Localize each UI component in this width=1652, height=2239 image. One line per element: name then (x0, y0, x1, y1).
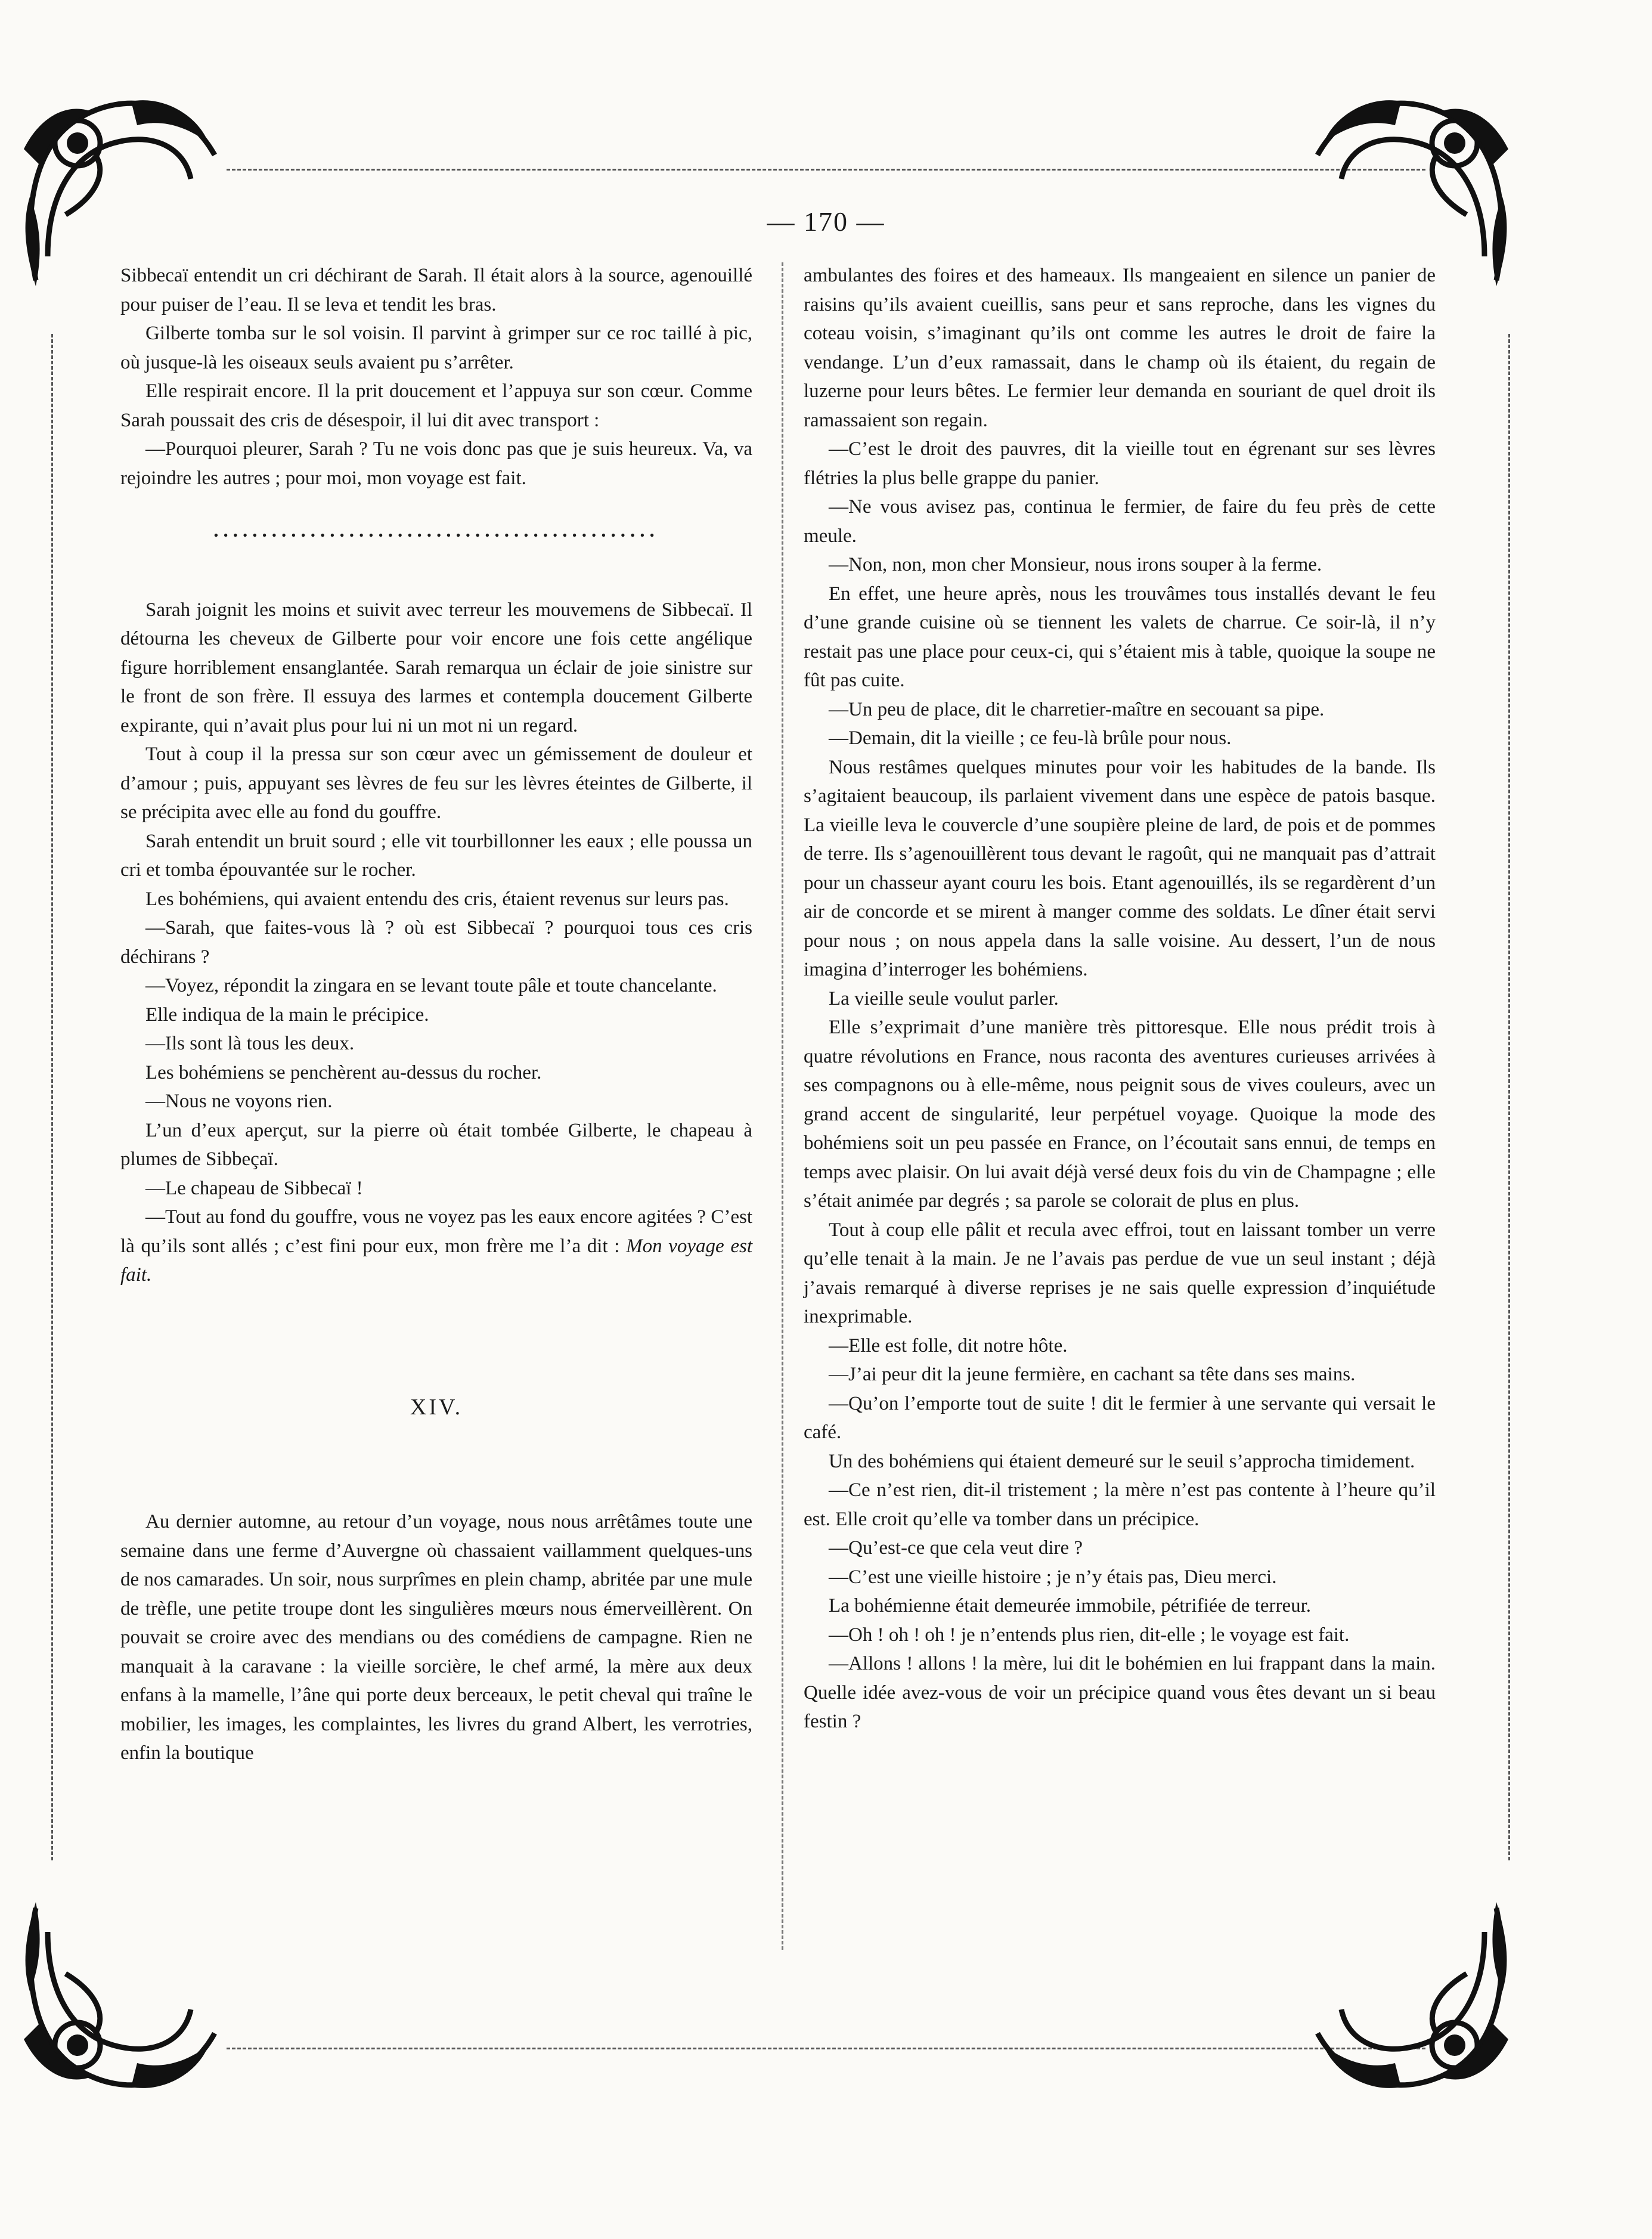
paragraph: —Sarah, que faites-vous là ? où est Sibbecaï ? pourquoi tous ces cris déchirans ? (120, 917, 752, 968)
paragraph: —Un peu de place, dit le charretier-maître en secouant sa pipe. (829, 698, 1325, 720)
paragraph: —Elle est folle, dit notre hôte. (829, 1334, 1068, 1357)
paragraph: L’un d’eux aperçut, sur la pierre où était tombée Gilberte, le chapeau à plumes de Sibbeçaï. (120, 1119, 752, 1170)
paragraph: —Oh ! oh ! oh ! je n’entends plus rien, dit-elle ; le voyage est fait. (829, 1624, 1350, 1646)
column-divider (782, 262, 783, 1950)
paragraph: —Voyez, répondit la zingara en se levant toute pâle et toute chancelante. (145, 975, 717, 996)
paragraph: Sarah joignit les moins et suivit avec terreur les mouvemens de Sibbecaï. Il détourna les cheveux de Gilberte pour voir encore une fois cette angélique figure horriblement ensanglantée. Sarah remarqua un éclair de joie sinistre sur le front de son frère. Il essuya des larmes et contempla doucement Gilberte expirante, qui n’avait plus pour lui ni un mot ni un regard. (120, 599, 752, 736)
paragraph: Au dernier automne, au retour d’un voyage, nous nous arrêtâmes toute une semaine dans une ferme d’Auvergne où chassaient vaillamment quelques-uns de nos camarades. Un soir, nous surprîmes en plein champ, abritée par une mule de trèfle, une petite troupe dont les singulières mœurs nous émerveillèrent. On pouvait se croire avec des mendians ou des comédiens de campagne. Rien ne manquait à la caravane : la vieille sorcière, le chef armé, la mère aux deux enfans à la mamelle, l’âne qui porte deux berceaux, le petit cheval qui traîne le mobilier, les images, les complaintes, les livres du grand Albert, les verrotries, enfin la boutique (120, 1511, 752, 1764)
paragraph: Gilberte tomba sur le sol voisin. Il parvint à grimper sur ce roc taillé à pic, où jusque-là les oiseaux seuls avaient pu s’arrêter. (120, 323, 752, 373)
paragraph: —Demain, dit la vieille ; ce feu-là brûle pour nous. (829, 727, 1232, 749)
paragraph: —Non, non, mon cher Monsieur, nous irons souper à la ferme. (829, 554, 1322, 575)
paragraph: —Qu’est-ce que cela veut dire ? (829, 1537, 1083, 1559)
paragraph: Elle s’exprimait d’une manière très pittoresque. Elle nous prédit trois à quatre révolutions en France, nous raconta des aventures curieuses arrivées à ses compagnons ou à elle-même, nous peignit sous de vives couleurs, avec un grand accent de singularité, leur perpétuel voyage. Quoique la mode des bohémiens soit un peu passée en France, on l’écoutait sans ennui, de temps en temps avec plaisir. On lui avait déjà versé deux fois du vin de Champagne ; elle s’était animée par degrés ; sa parole se colorait de plus en plus. (804, 1017, 1436, 1212)
paragraph: —C’est une vieille histoire ; je n’y étais pas, Dieu merci. (829, 1566, 1277, 1588)
paragraph: —Ce n’est rien, dit-il tristement ; la mère n’est pas contente à l’heure qu’il est. Elle croit qu’elle va tomber dans un précipice. (804, 1479, 1436, 1530)
paragraph: —Qu’on l’emporte tout de suite ! dit le fermier à une servante qui versait le café. (804, 1392, 1436, 1443)
right-column (804, 261, 1436, 1736)
corner-ornament-bottom-left (12, 1884, 238, 2111)
paragraph: —Nous ne voyons rien. (145, 1091, 333, 1112)
paragraph: ambulantes des foires et des hameaux. Ils mangeaient en silence un panier de raisins qu’ils avaient cueillis, sans peur et sans reproche, dans les vignes du coteau voisin, s’imaginant qu’ils ont comme les autres le droit de faire la vendange. L’un d’eux ramassait, dans le champ où ils étaient, du regain de luzerne pour leurs bêtes. Le fermier leur demanda en souriant de quel droit ils ramassaient son regain. (804, 265, 1436, 431)
paragraph: Sarah entendit un bruit sourd ; elle vit tourbillonner les eaux ; elle poussa un cri et tomba épouvantée sur le rocher. (120, 830, 752, 881)
page-number: — 170 — (767, 206, 885, 237)
corner-ornament-bottom-right (1294, 1884, 1520, 2111)
frame-top-border (227, 169, 1425, 171)
chapter-heading: XIV. (410, 1394, 463, 1420)
paragraph: —Ne vous avisez pas, continua le fermier, de faire du feu près de cette meule. (804, 496, 1436, 547)
paragraph: —Le chapeau de Sibbecaï ! (145, 1177, 363, 1199)
frame-bottom-border (227, 2048, 1425, 2049)
paragraph: Elle indiqua de la main le précipice. (145, 1004, 429, 1026)
left-column (120, 261, 752, 1768)
paragraph: Tout à coup elle pâlit et recula avec effroi, tout en laissant tomber un verre qu’elle tenait à la main. Je ne l’avais pas perdue de vue un seul instant ; déjà j’avais remarqué à diverse reprises je ne sais quelle expression d’inquiétude inexprimable. (804, 1219, 1436, 1327)
paragraph: —Pourquoi pleurer, Sarah ? Tu ne vois donc pas que je suis heureux. Va, va rejoindre les autres ; pour moi, mon voyage est fait. (120, 438, 752, 489)
paragraph: Sibbecaï entendit un cri déchirant de Sarah. Il était alors à la source, agenouillé pour puiser de l’eau. Il se leva et tendit les bras. (120, 265, 752, 315)
paragraph-text: —Tout au fond du gouffre, vous ne voyez pas les eaux encore agitées ? C’est là qu’ils sont allés ; c’est fini pour eux, mon frère me l’a dit : (120, 1206, 752, 1257)
paragraph: Nous restâmes quelques minutes pour voir les habitudes de la bande. Ils s’agitaient beaucoup, ils parlaient vivement dans une espèce de patois basque. La vieille leva le couvercle d’une soupière pleine de lard, de pois et de pommes de terre. Ils s’agenouillèrent tous devant le ragoût, qui ne manquait pas d’attrait pour un chasseur ayant couru les bois. Etant agenouillés, ils se regardèrent d’un air de concorde et se mirent à manger comme des soldats. Le dîner était servi pour nous ; on nous appela dans la salle voisine. Au dessert, l’un de nous imagina d’interroger les bohémiens. (804, 756, 1436, 980)
paragraph: —J’ai peur dit la jeune fermière, en cachant sa tête dans ses mains. (829, 1364, 1356, 1385)
section-separator: .............................................. (213, 520, 659, 541)
paragraph: La bohémienne était demeurée immobile, pétrifiée de terreur. (829, 1595, 1312, 1616)
frame-right-border (1508, 334, 1510, 1860)
paragraph: Elle respirait encore. Il la prit doucement et l’appuya sur son cœur. Comme Sarah poussait des cris de désespoir, il lui dit avec transport : (120, 380, 752, 431)
paragraph: Les bohémiens se penchèrent au-dessus du rocher. (145, 1061, 542, 1083)
paragraph: —C’est le droit des pauvres, dit la vieille tout en égrenant sur ses lèvres flétries la plus belle grappe du panier. (804, 438, 1436, 489)
frame-left-border (51, 334, 53, 1860)
italic-quote: Mon voyage est fait. (120, 1235, 753, 1286)
paragraph: En effet, une heure après, nous les trouvâmes tous installés devant le feu d’une grande cuisine où se tiennent les valets de charrue. Ce soir-là, il n’y restait pas une place pour ceux-ci, qui s’étaient mis à table, quoique la soupe ne fût pas cuite. (804, 583, 1436, 691)
paragraph: Les bohémiens, qui avaient entendu des cris, étaient revenus sur leurs pas. (145, 888, 729, 910)
paragraph (120, 1203, 752, 1290)
paragraph: La vieille seule voulut parler. (829, 987, 1059, 1009)
paragraph: —Allons ! allons ! la mère, lui dit le bohémien en lui frappant dans la main. Quelle idée avez-vous de voir un précipice quand vous êtes devant un si beau festin ? (804, 1653, 1436, 1732)
paragraph: Un des bohémiens qui étaient demeuré sur le seuil s’approcha timidement. (829, 1450, 1415, 1472)
paragraph: —Ils sont là tous les deux. (145, 1033, 355, 1054)
paragraph: Tout à coup il la pressa sur son cœur avec un gémissement de douleur et d’amour ; puis, appuyant ses lèvres de feu sur les lèvres éteintes de Gilberte, il se précipita avec elle au fond du gouffre. (120, 744, 752, 823)
